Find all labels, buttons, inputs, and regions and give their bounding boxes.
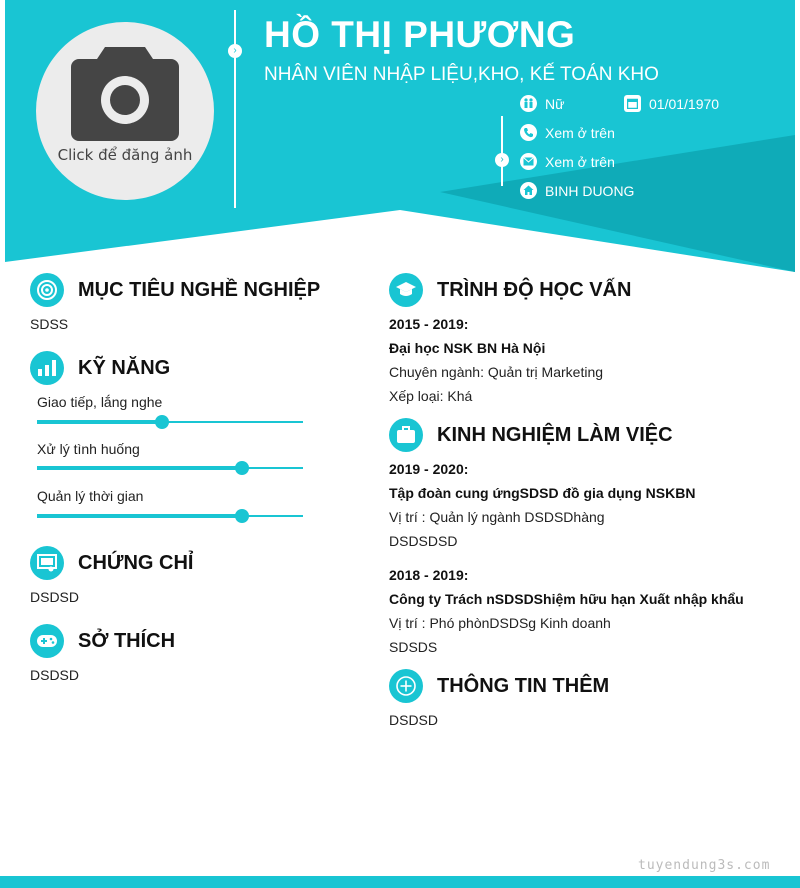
section-certificates-title [30, 546, 193, 580]
skill-level-fill [37, 420, 162, 424]
target-icon [30, 273, 64, 307]
chevron-right-icon: › [228, 44, 242, 58]
job-position: Vị trí : Phó phònDSDSg Kinh doanh [389, 615, 611, 631]
contact-gender [520, 95, 564, 112]
certificates-content: DSDSD [30, 589, 80, 605]
briefcase-icon [389, 418, 423, 452]
contact-email [520, 153, 615, 170]
skill-level-handle [235, 461, 249, 475]
education-grade: Xếp loại: Khá [389, 388, 473, 404]
job-position: Vị trí : Quản lý ngành DSDSDhàng [389, 509, 605, 525]
email-icon [520, 153, 537, 170]
section-skills-title [30, 351, 170, 385]
objective-heading: MỤC TIÊU NGHỀ NGHIỆP [78, 278, 321, 301]
additional-heading: THÔNG TIN THÊM [437, 674, 610, 697]
experience-heading: KINH NGHIỆM LÀM VIỆC [437, 423, 673, 446]
objective-content: SDSS [30, 316, 69, 332]
education-heading: TRÌNH ĐỘ HỌC VẤN [437, 278, 632, 301]
address-value: BINH DUONG [545, 182, 635, 199]
plus-circle-icon [389, 669, 423, 703]
skill-name: Xử lý tình huống [37, 441, 140, 457]
certificates-heading: CHỨNG CHỈ [78, 551, 194, 574]
skill-level-handle [155, 415, 169, 429]
skills-heading: KỸ NĂNG [78, 356, 171, 379]
gender-icon [520, 95, 537, 112]
section-education-title [389, 273, 631, 307]
skill-name: Giao tiếp, lắng nghe [37, 394, 163, 410]
footer-bar [0, 876, 800, 888]
contact-birthday [624, 95, 719, 112]
section-objective-title [30, 273, 320, 307]
graduation-cap-icon [389, 273, 423, 307]
job-description: DSDSDSD [389, 533, 458, 549]
photo-upload-label: Click để đăng ảnh [57, 146, 193, 164]
section-experience-title [389, 418, 673, 452]
chevron-right-icon: › [495, 153, 509, 167]
hobbies-content: DSDSD [30, 667, 80, 683]
contact-phone [520, 124, 615, 141]
contact-divider [501, 116, 503, 186]
camera-icon [71, 47, 179, 141]
section-additional-title [389, 669, 609, 703]
contact-address [520, 182, 634, 199]
gender-value: Nữ [545, 95, 565, 112]
candidate-job-title: NHÂN VIÊN NHẬP LIỆU,KHO, KẾ TOÁN KHO [264, 64, 659, 85]
skill-level-handle [235, 509, 249, 523]
job-description: SDSDS [389, 639, 438, 655]
email-value: Xem ở trên [545, 153, 615, 170]
additional-content: DSDSD [389, 712, 439, 728]
job-company: Công ty Trách nSDSDShiệm hữu hạn Xuất nhập khẩu [389, 591, 744, 607]
phone-value: Xem ở trên [545, 124, 615, 141]
job-company: Tập đoàn cung ứngSDSD đồ gia dụng NSKBN [389, 485, 696, 501]
skill-level-fill [37, 466, 242, 470]
education-period: 2015 - 2019: [389, 316, 469, 332]
skill-name: Quản lý thời gian [37, 488, 144, 504]
job-period: 2018 - 2019: [389, 567, 469, 583]
skill-level-fill [37, 514, 242, 518]
avatar-upload[interactable] [36, 22, 214, 200]
calendar-icon [624, 95, 641, 112]
phone-icon [520, 124, 537, 141]
education-major: Chuyên ngành: Quản trị Marketing [389, 364, 604, 380]
job-period: 2019 - 2020: [389, 461, 469, 477]
section-hobbies-title [30, 624, 175, 658]
candidate-name: HỒ THỊ PHƯƠNG [264, 14, 576, 55]
watermark: tuyendung3s.com [638, 858, 771, 873]
education-school: Đại học NSK BN Hà Nội [389, 340, 546, 356]
hobbies-heading: SỞ THÍCH [78, 629, 176, 652]
skill-level-bar [37, 467, 303, 469]
skill-level-bar [37, 421, 303, 423]
certificate-icon [30, 546, 64, 580]
home-icon [520, 182, 537, 199]
birthday-value: 01/01/1970 [649, 95, 720, 112]
header-divider [234, 10, 236, 208]
skill-level-bar [37, 515, 303, 517]
gamepad-icon [30, 624, 64, 658]
bar-chart-icon [30, 351, 64, 385]
